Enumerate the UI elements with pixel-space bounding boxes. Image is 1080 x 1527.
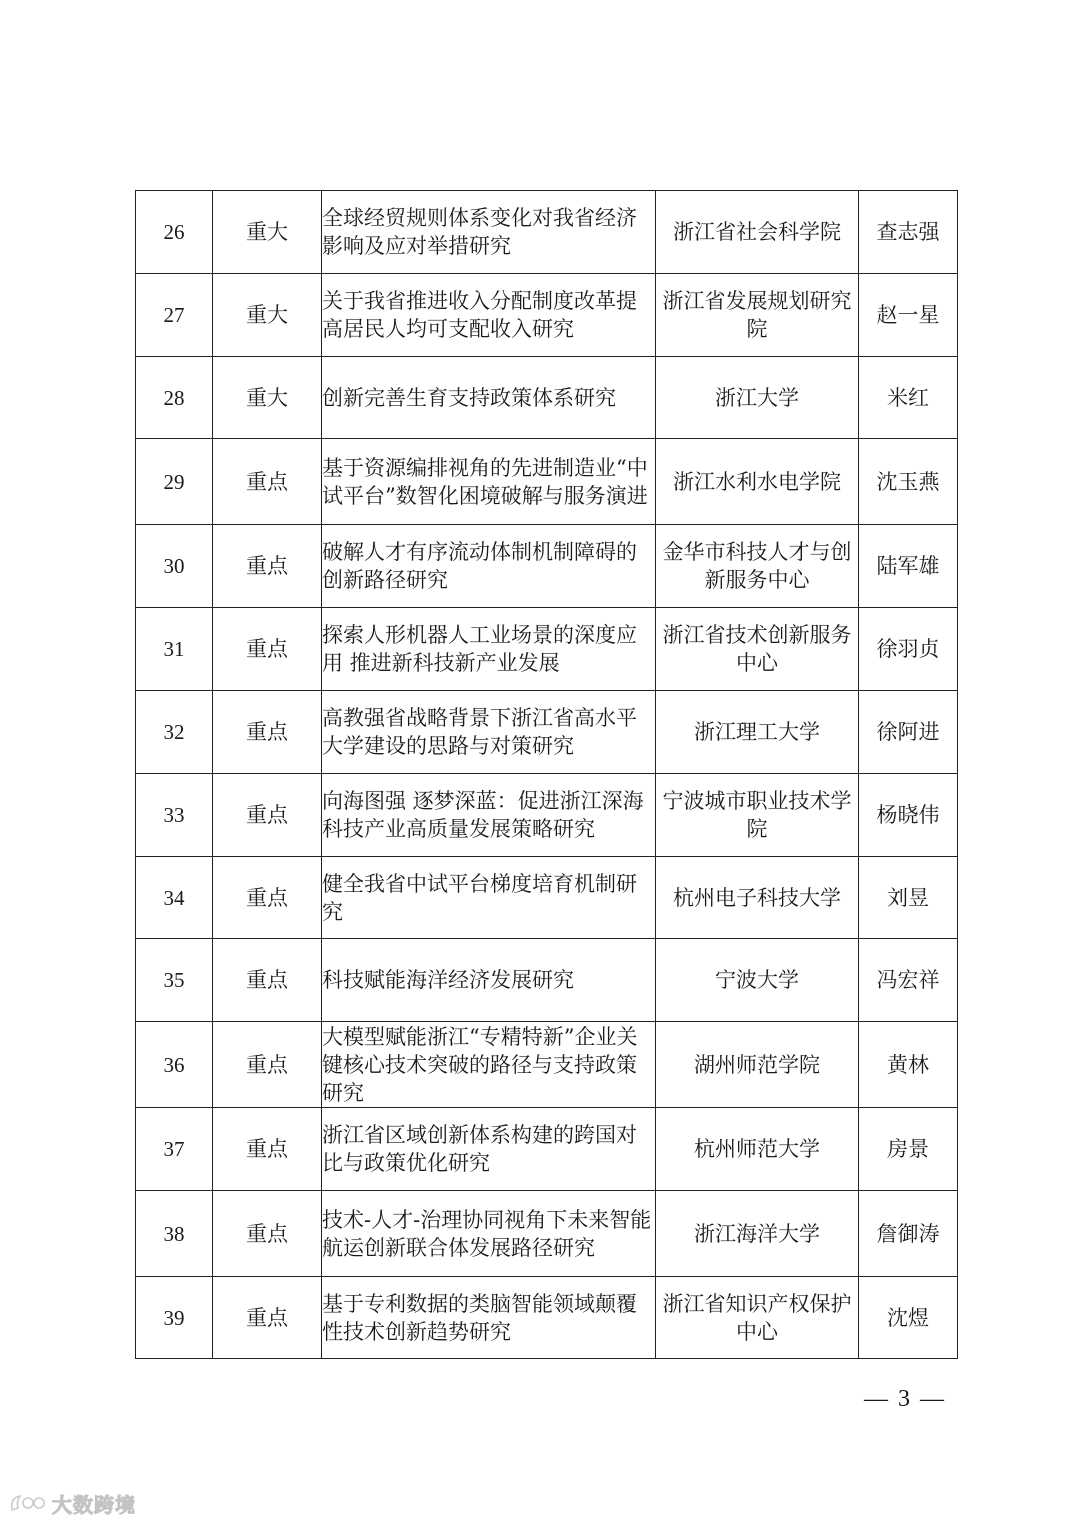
project-title: 基于专利数据的类脑智能领域颠覆性技术创新趋势研究 bbox=[322, 1277, 656, 1359]
project-leader: 沈玉燕 bbox=[859, 439, 958, 525]
table-row bbox=[136, 857, 958, 939]
host-unit: 杭州师范大学 bbox=[656, 1108, 859, 1191]
host-unit: 浙江大学 bbox=[656, 357, 859, 439]
host-unit: 浙江省技术创新服务中心 bbox=[656, 608, 859, 691]
project-title: 关于我省推进收入分配制度改革提高居民人均可支配收入研究 bbox=[322, 274, 656, 357]
row-number: 29 bbox=[136, 439, 213, 525]
table-row bbox=[136, 939, 958, 1022]
watermark-text: 大数跨境 bbox=[52, 1492, 136, 1517]
row-number: 33 bbox=[136, 774, 213, 857]
project-level: 重点 bbox=[213, 1108, 322, 1191]
table-row bbox=[136, 1191, 958, 1277]
table-row bbox=[136, 608, 958, 691]
project-level: 重点 bbox=[213, 525, 322, 608]
project-level: 重点 bbox=[213, 939, 322, 1022]
project-level: 重点 bbox=[213, 1191, 322, 1277]
project-level: 重大 bbox=[213, 191, 322, 274]
table-row bbox=[136, 357, 958, 439]
project-table-body bbox=[136, 191, 958, 1359]
project-title: 创新完善生育支持政策体系研究 bbox=[322, 357, 656, 439]
project-title: 浙江省区域创新体系构建的跨国对比与政策优化研究 bbox=[322, 1108, 656, 1191]
project-title: 基于资源编排视角的先进制造业“中试平台”数智化困境破解与服务演进 bbox=[322, 439, 656, 525]
row-number: 27 bbox=[136, 274, 213, 357]
project-level: 重点 bbox=[213, 857, 322, 939]
row-number: 36 bbox=[136, 1022, 213, 1108]
host-unit: 浙江省知识产权保护中心 bbox=[656, 1277, 859, 1359]
table-row bbox=[136, 691, 958, 774]
host-unit: 金华市科技人才与创新服务中心 bbox=[656, 525, 859, 608]
project-level: 重点 bbox=[213, 439, 322, 525]
project-title: 向海图强 逐梦深蓝：促进浙江深海科技产业高质量发展策略研究 bbox=[322, 774, 656, 857]
row-number: 31 bbox=[136, 608, 213, 691]
project-level: 重点 bbox=[213, 1022, 322, 1108]
project-table bbox=[135, 190, 958, 1359]
table-row bbox=[136, 439, 958, 525]
table-row bbox=[136, 274, 958, 357]
page-number: — 3 — bbox=[864, 1386, 946, 1412]
host-unit: 浙江海洋大学 bbox=[656, 1191, 859, 1277]
row-number: 32 bbox=[136, 691, 213, 774]
host-unit: 湖州师范学院 bbox=[656, 1022, 859, 1108]
project-leader: 陆军雄 bbox=[859, 525, 958, 608]
project-leader: 沈煜 bbox=[859, 1277, 958, 1359]
project-title: 科技赋能海洋经济发展研究 bbox=[322, 939, 656, 1022]
project-leader: 杨晓伟 bbox=[859, 774, 958, 857]
project-leader: 赵一星 bbox=[859, 274, 958, 357]
project-title: 大模型赋能浙江“专精特新”企业关键核心技术突破的路径与支持政策研究 bbox=[322, 1022, 656, 1108]
project-level: 重点 bbox=[213, 774, 322, 857]
host-unit: 浙江理工大学 bbox=[656, 691, 859, 774]
table-row bbox=[136, 1277, 958, 1359]
project-title: 破解人才有序流动体制机制障碍的创新路径研究 bbox=[322, 525, 656, 608]
host-unit: 宁波城市职业技术学院 bbox=[656, 774, 859, 857]
row-number: 28 bbox=[136, 357, 213, 439]
project-level: 重点 bbox=[213, 1277, 322, 1359]
row-number: 37 bbox=[136, 1108, 213, 1191]
row-number: 38 bbox=[136, 1191, 213, 1277]
project-leader: 米红 bbox=[859, 357, 958, 439]
row-number: 34 bbox=[136, 857, 213, 939]
table-row bbox=[136, 1022, 958, 1108]
host-unit: 浙江水利水电学院 bbox=[656, 439, 859, 525]
project-leader: 冯宏祥 bbox=[859, 939, 958, 1022]
row-number: 30 bbox=[136, 525, 213, 608]
project-level: 重大 bbox=[213, 357, 322, 439]
host-unit: 浙江省社会科学院 bbox=[656, 191, 859, 274]
project-level: 重点 bbox=[213, 608, 322, 691]
watermark bbox=[8, 1490, 136, 1516]
project-leader: 房景 bbox=[859, 1108, 958, 1191]
project-leader: 刘昱 bbox=[859, 857, 958, 939]
project-title: 健全我省中试平台梯度培育机制研究 bbox=[322, 857, 656, 939]
project-title: 技术-人才-治理协同视角下未来智能航运创新联合体发展路径研究 bbox=[322, 1191, 656, 1277]
project-title: 全球经贸规则体系变化对我省经济影响及应对举措研究 bbox=[322, 191, 656, 274]
host-unit: 浙江省发展规划研究院 bbox=[656, 274, 859, 357]
row-number: 39 bbox=[136, 1277, 213, 1359]
row-number: 26 bbox=[136, 191, 213, 274]
project-level: 重大 bbox=[213, 274, 322, 357]
watermark-logo-icon bbox=[8, 1492, 48, 1514]
table-row bbox=[136, 525, 958, 608]
project-level: 重点 bbox=[213, 691, 322, 774]
project-leader: 詹御涛 bbox=[859, 1191, 958, 1277]
host-unit: 杭州电子科技大学 bbox=[656, 857, 859, 939]
project-leader: 查志强 bbox=[859, 191, 958, 274]
row-number: 35 bbox=[136, 939, 213, 1022]
host-unit: 宁波大学 bbox=[656, 939, 859, 1022]
table-row bbox=[136, 774, 958, 857]
project-leader: 黄林 bbox=[859, 1022, 958, 1108]
project-title: 探索人形机器人工业场景的深度应用 推进新科技新产业发展 bbox=[322, 608, 656, 691]
project-leader: 徐羽贞 bbox=[859, 608, 958, 691]
table-row bbox=[136, 191, 958, 274]
project-leader: 徐阿进 bbox=[859, 691, 958, 774]
project-title: 高教强省战略背景下浙江省高水平大学建设的思路与对策研究 bbox=[322, 691, 656, 774]
table-row bbox=[136, 1108, 958, 1191]
